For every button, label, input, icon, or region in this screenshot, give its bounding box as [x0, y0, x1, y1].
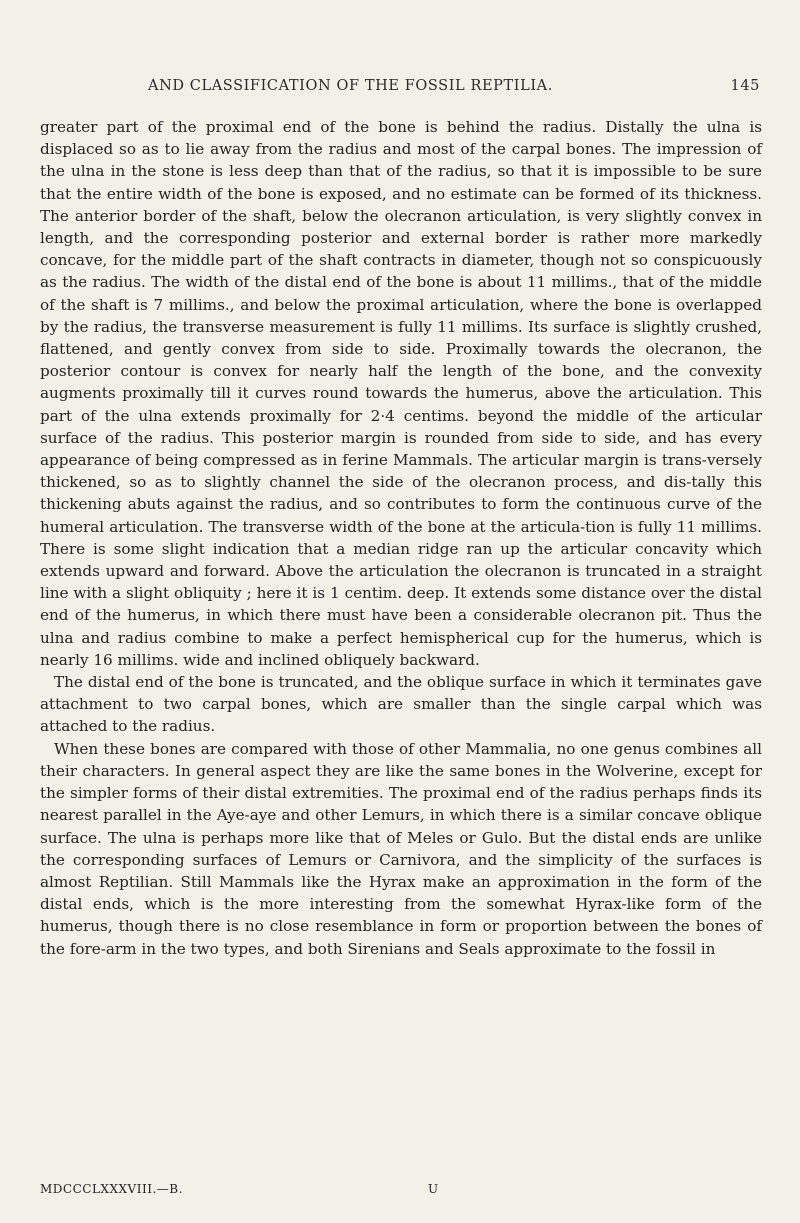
running-title: AND CLASSIFICATION OF THE FOSSIL REPTILIA.	[148, 78, 553, 94]
body-text	[40, 116, 762, 960]
signature-mark: MDCCCLXXXVIII.—B.	[40, 1182, 183, 1196]
paragraph: The distal end of the bone is truncated, and the oblique surface in which it terminates gave attachment to two carpal bones, which are smaller than the single carpal which was attached to the radius.	[40, 673, 762, 736]
page-number: 145	[730, 78, 760, 94]
paragraph: greater part of the proximal end of the bone is behind the radius. Distally the ulna is displaced so as to lie away from the radius and most of the carpal bones. The impression of the ulna in the stone is less deep than that of the radius, so that it is impossible to be sure that the entire width of the bone is exposed, and no estimate can be formed of its thickness. The anterior border of the shaft, below the olecranon articulation, is very slightly convex in length, and the corresponding posterior and external border is rather more markedly concave, for the middle part of the shaft contracts in diameter, though not so conspicuously as the radius. The width of the distal end of the bone is about 11 millims., that of the middle of the shaft is 7 millims., and below the proximal articulation, where the bone is overlapped by the radius, the transverse measurement is fully 11 millims. Its surface is slightly crushed, flattened, and gently convex from side to side. Proximally towards the olecranon, the posterior contour is convex for nearly half the length of the bone, and the convexity augments proximally till it curves round towards the humerus, above the articulation. This part of the ulna extends proximally for 2·4 centims. beyond the middle of the articular surface of the radius. This posterior margin is rounded from side to side, and has every appearance of being compressed as in ferine Mammals. The articular margin is trans-versely thickened, so as to slightly channel the side of the olecranon process, and dis-tally this thickening abuts against the radius, and so contributes to form the continuous curve of the humeral articulation. The transverse width of the bone at the articula-tion is fully 11 millims. There is some slight indication that a median ridge ran up the articular concavity which extends upward and forward. Above the articulation the olecranon is truncated in a straight line with a slight obliquity ; here it is 1 centim. deep. It extends some distance over the distal end of the humerus, in which there must have been a considerable olecranon pit. Thus the ulna and radius combine to make a perfect hemispherical cup for the humerus, which is nearly 16 millims. wide and inclined obliquely backward.	[40, 118, 762, 669]
gathering-letter: U	[428, 1182, 439, 1196]
paragraph: When these bones are compared with those of other Mammalia, no one genus combines all their characters. In general aspect they are like the same bones in the Wolverine, except for the simpler forms of their distal extremities. The proximal end of the radius perhaps finds its nearest parallel in the Aye-aye and other Lemurs, in which there is a similar concave oblique surface. The ulna is perhaps more like that of Meles or Gulo. But the distal ends are unlike the corresponding surfaces of Lemurs or Carnivora, and the simplicity of the surfaces is almost Reptilian. Still Mammals like the Hyrax make an approximation in the form of the distal ends, which is the more interesting from the somewhat Hyrax-like form of the humerus, though there is no close resemblance in form or proportion between the bones of the fore-arm in the two types, and both Sirenians and Seals approximate to the fossil in	[40, 739, 762, 958]
